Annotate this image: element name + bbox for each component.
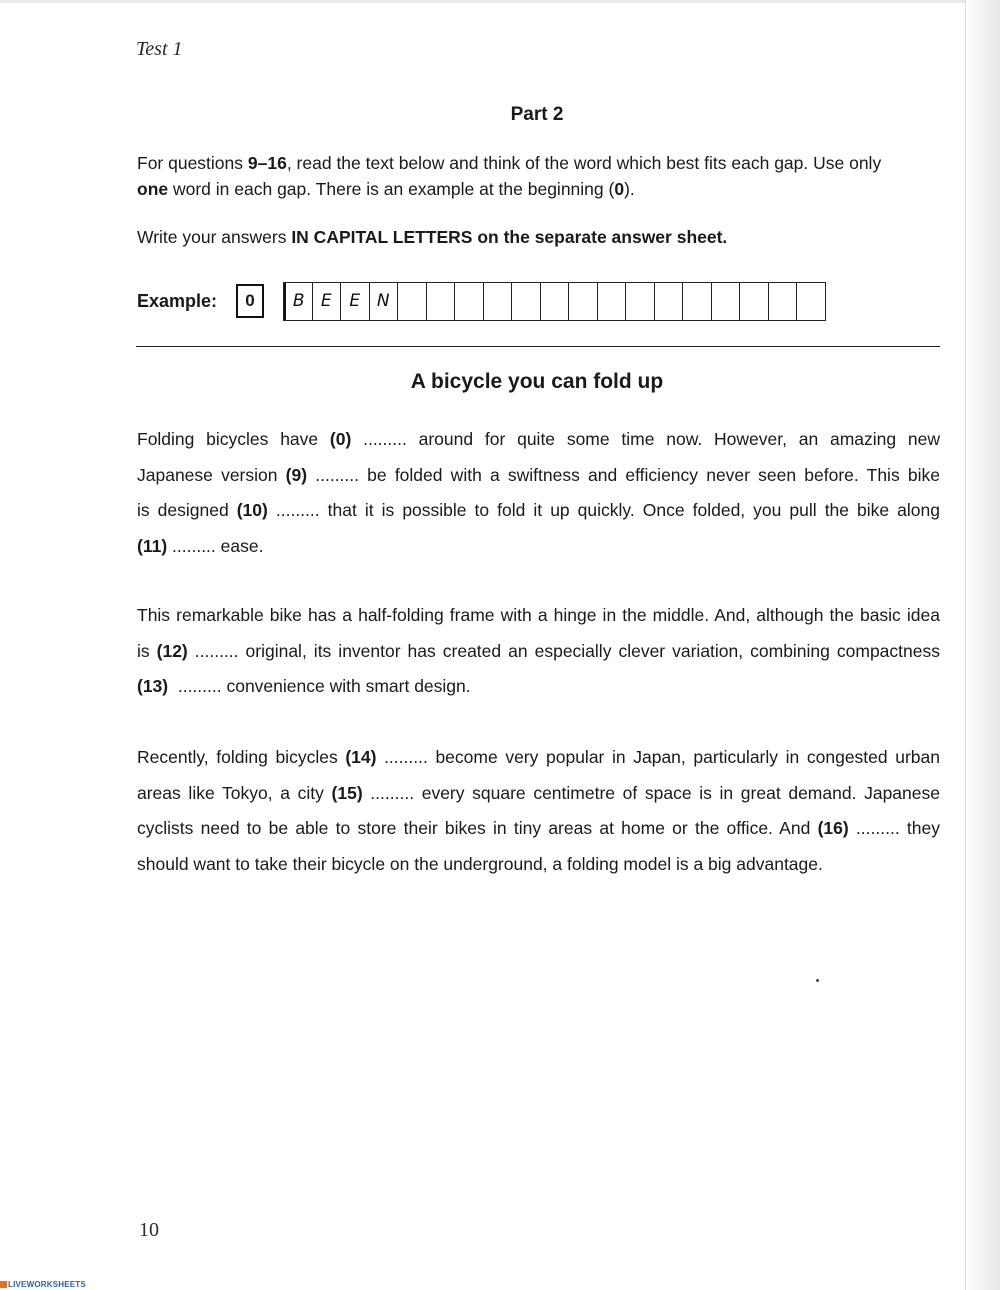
scan-speck — [816, 979, 819, 982]
text-run: ......... convenience with smart design. — [168, 676, 471, 696]
text-line — [137, 634, 940, 670]
answer-cell: B — [284, 283, 313, 320]
instr-text: Write your answers — [137, 227, 292, 247]
answer-cell — [683, 283, 712, 320]
answer-cell: N — [370, 283, 399, 320]
instr-emphasis: IN CAPITAL LETTERS on the separate answer sheet. — [291, 227, 728, 247]
text-run: ......... they — [848, 818, 940, 838]
answer-cell — [740, 283, 769, 320]
instructions — [137, 150, 942, 202]
gap-10: (10) — [236, 500, 268, 520]
answer-cell — [598, 283, 627, 320]
gap-11: (11) — [137, 535, 168, 556]
answer-instruction — [137, 224, 942, 250]
section-divider — [136, 346, 940, 347]
answer-cell — [512, 283, 541, 320]
answer-cell — [455, 283, 484, 320]
text-run: is designed — [137, 500, 237, 520]
instr-text: ). — [624, 179, 635, 199]
text-run: ......... around for quite some time now. However, an amazing new — [351, 429, 940, 449]
text-run: cyclists need to be able to store their bikes in tiny areas at home or the office. And — [137, 818, 818, 838]
answer-cell — [769, 283, 798, 320]
gap-0: (0) — [329, 429, 352, 449]
instr-text: For questions — [137, 153, 248, 173]
watermark — [0, 1279, 86, 1290]
instr-text: word in each gap. There is an example at the beginning ( — [168, 179, 615, 199]
text-line — [137, 669, 940, 705]
question-range: 9–16 — [247, 153, 287, 173]
text-run: ......... ease. — [167, 535, 264, 556]
example-label: Example: — [137, 291, 218, 311]
text-line: should want to take their bicycle on the underground, a folding model is a big advantage. — [137, 853, 823, 874]
text-line — [137, 493, 940, 529]
text-line — [137, 776, 940, 812]
text-line — [137, 811, 940, 847]
instr-emphasis: one — [137, 179, 169, 199]
answer-cell — [655, 283, 684, 320]
watermark-logo-icon — [0, 1281, 7, 1288]
text-run: Folding bicycles have — [137, 429, 330, 449]
text-run: ......... become very popular in Japan, particularly in congested urban — [376, 747, 941, 767]
text-line — [137, 529, 940, 565]
gap-13: (13) — [137, 676, 169, 696]
answer-cell — [626, 283, 655, 320]
text-title: A bicycle you can fold up — [410, 370, 664, 393]
instr-text: , read the text below and think of the word which best fits each gap. Use only — [286, 153, 882, 173]
gap-12: (12) — [156, 640, 188, 661]
text-run: areas like Tokyo, a city — [137, 782, 332, 803]
page-number: 10 — [139, 1219, 159, 1241]
text-run: ......... every square centimetre of space is in great demand. Japanese — [362, 782, 940, 803]
answer-cell — [797, 283, 826, 320]
answer-cell — [569, 283, 598, 320]
answer-cell — [484, 283, 513, 320]
gap-16: (16) — [817, 818, 849, 838]
answer-cell — [712, 283, 741, 320]
text-line: This remarkable bike has a half-folding frame with a hinge in the middle. And, although the basic idea — [137, 605, 940, 625]
paragraph-1 — [137, 422, 940, 564]
text-run: ......... original, its inventor has created an especially clever variation, combining compactness — [187, 640, 940, 661]
answer-cell: E — [313, 283, 342, 320]
text-run: ......... that it is possible to fold it up quickly. Once folded, you pull the bike along — [267, 500, 940, 520]
answer-cell — [427, 283, 456, 320]
text-line — [137, 740, 940, 776]
gap-15: (15) — [331, 782, 363, 803]
answer-cell — [541, 283, 570, 320]
paragraph-3 — [137, 740, 940, 882]
scan-page-edge — [965, 0, 1000, 1290]
gap-14: (14) — [345, 747, 377, 767]
answer-cell: E — [341, 283, 370, 320]
scan-top-edge — [0, 0, 1000, 3]
text-line — [137, 458, 940, 494]
part-title: Part 2 — [510, 104, 564, 125]
text-run: is — [137, 640, 157, 661]
example-answer-boxes — [283, 282, 826, 321]
text-run: ......... be folded with a swiftness and efficiency never seen before. This bike — [307, 464, 940, 485]
text-run: Recently, folding bicycles — [137, 747, 346, 767]
text-run: Japanese version — [137, 464, 286, 485]
text-line — [137, 422, 940, 458]
test-label: Test 1 — [136, 38, 183, 60]
answer-cell — [398, 283, 427, 320]
gap-9: (9) — [285, 464, 308, 485]
watermark-text: LIVEWORKSHEETS — [8, 1280, 86, 1289]
paragraph-2 — [137, 598, 940, 705]
instr-emphasis: 0 — [614, 179, 625, 199]
example-number-box: 0 — [236, 284, 264, 318]
